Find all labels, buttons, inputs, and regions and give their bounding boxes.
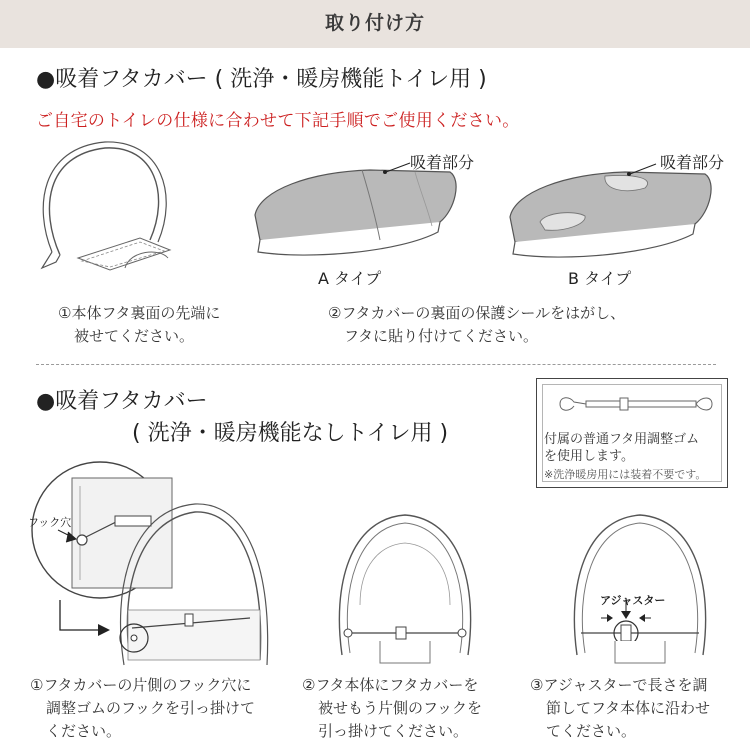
suction-label-b: 吸着部分 — [660, 153, 725, 172]
lid-tip-illustration — [30, 140, 230, 280]
suction-pointer-b — [620, 160, 660, 180]
adjust-band-icon — [556, 392, 716, 416]
section2-step1-line2: 調整ゴムのフックを引っ掛けて — [46, 699, 255, 717]
type-a-label: A タイプ — [318, 269, 382, 288]
section1-step1-line1: ①本体フタ裏面の先端に — [58, 304, 221, 322]
section1-step2-line1: ②フタカバーの裏面の保護シールをはがし、 — [328, 304, 626, 322]
cover-step-illustration — [330, 505, 480, 670]
section2-step3-line2: 節してフタ本体に沿わせ — [546, 699, 710, 717]
hook-hole-label: フック穴 — [28, 516, 72, 529]
note-box-line2: を使用します。 — [544, 449, 634, 464]
type-a-illustration — [250, 160, 470, 260]
note-box-line1: 付属の普通フタ用調整ゴム — [544, 432, 700, 447]
adjust-step-illustration — [565, 505, 715, 670]
section2-step1-line3: ください。 — [46, 722, 122, 740]
type-b-label: B タイプ — [568, 269, 632, 288]
suction-label-a: 吸着部分 — [410, 153, 475, 172]
section2-step3-line1: ③アジャスターで長さを調 — [530, 676, 708, 694]
section2-title-line1: ●吸着フタカバー — [36, 389, 208, 414]
section1-step2-line2: フタに貼り付けてください。 — [344, 327, 538, 345]
section1-step1-line2: 被せてください。 — [74, 327, 195, 345]
section-divider — [36, 364, 716, 365]
section2-step2-line2: 被せもう片側のフックを — [318, 699, 482, 717]
section2-step3-line3: てください。 — [546, 722, 637, 740]
note-box-small: ※洗浄暖房用には装着不要です。 — [544, 468, 707, 481]
section2-title-line2: ( 洗浄・暖房機能なしトイレ用 ) — [132, 421, 449, 446]
section2-step2-line3: 引っ掛けてください。 — [318, 722, 469, 740]
type-b-illustration — [505, 162, 725, 262]
section1-title: ●吸着フタカバー ( 洗浄・暖房機能トイレ用 ) — [36, 67, 487, 92]
adjuster-label: アジャスター — [600, 594, 666, 607]
section2-step1-line1: ①フタカバーの片側のフック穴に — [30, 676, 252, 694]
section2-step2-line1: ②フタ本体にフタカバーを — [302, 676, 479, 694]
section1-note: ご自宅のトイレの仕様に合わせて下記手順でご使用ください。 — [36, 111, 520, 131]
page-title: 取り付け方 — [324, 12, 425, 34]
hook-step-illustration — [20, 460, 290, 675]
